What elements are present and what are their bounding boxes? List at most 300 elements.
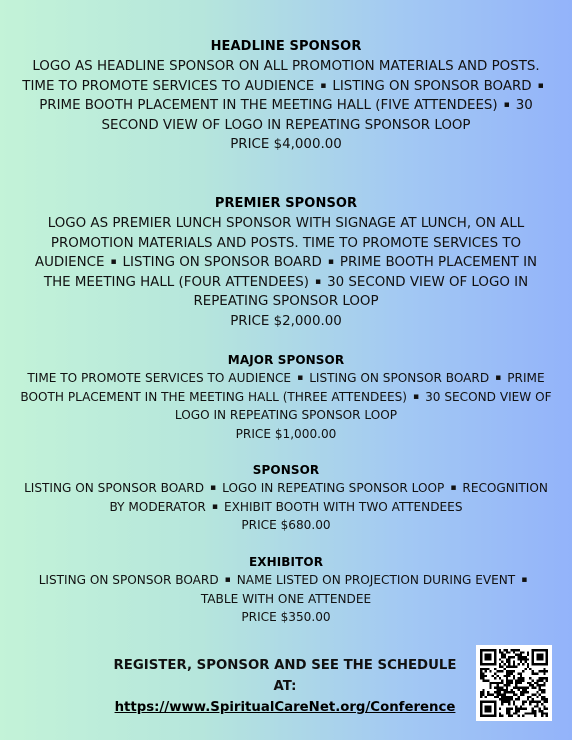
tier-headline-sponsor — [20, 37, 552, 155]
qr-module — [506, 672, 508, 674]
qr-module — [518, 672, 520, 674]
qr-module — [494, 691, 496, 693]
qr-module — [506, 684, 508, 686]
benefit: PRIME BOOTH PLACEMENT IN THE MEETING HALL (FIVE ATTENDEES) — [39, 98, 498, 114]
tier-major-sponsor — [20, 351, 552, 443]
qr-module — [515, 682, 517, 684]
qr-module — [501, 679, 503, 681]
qr-module — [529, 684, 531, 686]
qr-module — [541, 689, 543, 691]
qr-module — [496, 691, 498, 693]
qr-module — [525, 691, 527, 693]
qr-module — [480, 668, 482, 670]
qr-module — [508, 651, 510, 653]
qr-module — [527, 651, 529, 653]
qr-module — [510, 656, 512, 658]
qr-module — [522, 677, 524, 679]
qr-module — [508, 682, 510, 684]
qr-module — [489, 654, 491, 656]
tier-benefits — [20, 369, 552, 425]
qr-module — [518, 698, 520, 700]
qr-module — [485, 668, 487, 670]
qr-module — [508, 698, 510, 700]
benefit: LOGO AS PREMIER LUNCH SPONSOR WITH SIGNAGE AT LUNCH, ON ALL PROMOTION MATERIALS AND POSTS. TIME TO PROMOTE SERVICES TO AUDIENCE — [34, 216, 525, 271]
qr-module — [480, 654, 482, 656]
qr-module — [489, 708, 491, 710]
qr-module — [487, 705, 489, 707]
tier-benefits — [20, 571, 552, 608]
qr-module — [499, 687, 501, 689]
separator: ▪ — [450, 483, 457, 493]
tier-benefits — [20, 214, 552, 312]
qr-module — [494, 687, 496, 689]
qr-module — [532, 710, 534, 712]
qr-module — [485, 658, 487, 660]
qr-module — [503, 663, 505, 665]
qr-module — [489, 649, 491, 651]
qr-module — [499, 708, 501, 710]
qr-module — [513, 677, 515, 679]
qr-module — [487, 708, 489, 710]
qr-module — [522, 701, 524, 703]
qr-module — [518, 696, 520, 698]
qr-module — [485, 649, 487, 651]
qr-module — [515, 687, 517, 689]
qr-module — [520, 677, 522, 679]
qr-module — [496, 694, 498, 696]
benefit: 30 SECOND VIEW OF LOGO IN REPEATING SPONSOR LOOP — [193, 274, 529, 310]
qr-module — [536, 682, 538, 684]
qr-module — [510, 670, 512, 672]
qr-module — [541, 691, 543, 693]
qr-module — [508, 710, 510, 712]
qr-module — [543, 708, 545, 710]
qr-module — [506, 698, 508, 700]
qr-module — [536, 691, 538, 693]
qr-module — [494, 658, 496, 660]
qr-module — [513, 661, 515, 663]
qr-module — [529, 668, 531, 670]
qr-module — [508, 665, 510, 667]
qr-module — [485, 715, 487, 717]
tier-title: PREMIER SPONSOR — [214, 196, 358, 211]
qr-module — [541, 658, 543, 660]
qr-module — [496, 696, 498, 698]
qr-module — [510, 672, 512, 674]
qr-module — [543, 689, 545, 691]
qr-module — [518, 649, 520, 651]
qr-module — [489, 656, 491, 658]
qr-module — [485, 696, 487, 698]
tier-title: EXHIBITOR — [248, 555, 324, 569]
qr-module — [508, 663, 510, 665]
qr-module — [546, 698, 548, 700]
qr-module — [525, 661, 527, 663]
qr-module — [482, 672, 484, 674]
qr-module — [546, 670, 548, 672]
separator: ▪ — [224, 575, 231, 585]
qr-module — [541, 684, 543, 686]
qr-module — [480, 661, 482, 663]
qr-module — [539, 684, 541, 686]
qr-module — [539, 687, 541, 689]
qr-module — [487, 656, 489, 658]
qr-module — [520, 654, 522, 656]
qr-module — [541, 715, 543, 717]
qr-code-graphic — [480, 649, 548, 717]
qr-module — [532, 649, 534, 651]
qr-module — [546, 708, 548, 710]
qr-module — [534, 694, 536, 696]
tier-price: PRICE $2,000.00 — [230, 313, 342, 329]
qr-module — [527, 712, 529, 714]
qr-module — [494, 656, 496, 658]
qr-module — [492, 649, 494, 651]
qr-module — [487, 668, 489, 670]
qr-module — [539, 654, 541, 656]
qr-module — [499, 658, 501, 660]
qr-module — [510, 665, 512, 667]
qr-module — [525, 687, 527, 689]
qr-module — [508, 691, 510, 693]
qr-module — [522, 691, 524, 693]
qr-code-icon — [476, 645, 552, 721]
qr-module — [482, 691, 484, 693]
qr-module — [499, 665, 501, 667]
qr-module — [546, 654, 548, 656]
qr-module — [496, 687, 498, 689]
qr-module — [503, 656, 505, 658]
qr-module — [541, 679, 543, 681]
qr-module — [541, 710, 543, 712]
benefit: LOGO AS HEADLINE SPONSOR ON ALL PROMOTION MATERIALS AND POSTS. TIME TO PROMOTE SERVICES TO AUDIENCE — [22, 59, 540, 94]
qr-module — [503, 694, 505, 696]
qr-module — [522, 679, 524, 681]
qr-module — [513, 675, 515, 677]
benefit: TABLE WITH ONE ATTENDEE — [200, 591, 372, 606]
qr-module — [543, 677, 545, 679]
qr-module — [508, 696, 510, 698]
conference-link[interactable]: https://www.SpiritualCareNet.org/Conference — [114, 700, 456, 715]
qr-module — [510, 691, 512, 693]
qr-module — [510, 696, 512, 698]
qr-module — [510, 649, 512, 651]
qr-module — [546, 715, 548, 717]
tier-price: PRICE $4,000.00 — [230, 137, 342, 153]
qr-module — [496, 682, 498, 684]
qr-module — [532, 701, 534, 703]
qr-module — [506, 670, 508, 672]
qr-module — [501, 689, 503, 691]
qr-module — [527, 663, 529, 665]
qr-module — [534, 682, 536, 684]
qr-module — [513, 663, 515, 665]
qr-module — [503, 698, 505, 700]
qr-module — [534, 687, 536, 689]
qr-module — [541, 696, 543, 698]
qr-module — [525, 712, 527, 714]
qr-module — [546, 661, 548, 663]
qr-module — [485, 670, 487, 672]
qr-module — [489, 684, 491, 686]
qr-module — [506, 710, 508, 712]
qr-module — [536, 703, 538, 705]
qr-module — [492, 663, 494, 665]
qr-module — [508, 715, 510, 717]
qr-module — [506, 651, 508, 653]
qr-module — [489, 705, 491, 707]
separator: ▪ — [537, 80, 544, 91]
qr-module — [508, 658, 510, 660]
qr-module — [494, 651, 496, 653]
qr-module — [513, 665, 515, 667]
qr-module — [482, 701, 484, 703]
qr-module — [496, 689, 498, 691]
qr-module — [532, 684, 534, 686]
qr-module — [494, 661, 496, 663]
qr-module — [513, 649, 515, 651]
qr-module — [492, 701, 494, 703]
qr-module — [532, 698, 534, 700]
qr-module — [532, 672, 534, 674]
qr-module — [527, 687, 529, 689]
qr-module — [508, 656, 510, 658]
qr-module — [536, 679, 538, 681]
qr-module — [499, 698, 501, 700]
qr-module — [506, 679, 508, 681]
qr-module — [515, 684, 517, 686]
qr-module — [480, 696, 482, 698]
qr-module — [508, 684, 510, 686]
qr-module — [532, 656, 534, 658]
qr-module — [527, 665, 529, 667]
benefit: LISTING ON SPONSOR BOARD — [24, 481, 205, 495]
qr-module — [539, 689, 541, 691]
qr-module — [543, 682, 545, 684]
qr-module — [527, 691, 529, 693]
qr-module — [522, 651, 524, 653]
qr-module — [539, 701, 541, 703]
qr-module — [503, 691, 505, 693]
qr-module — [480, 691, 482, 693]
qr-module — [501, 670, 503, 672]
tier-price: PRICE $680.00 — [241, 518, 331, 532]
qr-module — [532, 670, 534, 672]
qr-module — [532, 654, 534, 656]
qr-module — [532, 663, 534, 665]
qr-module — [480, 656, 482, 658]
tier-price: PRICE $1,000.00 — [235, 426, 337, 441]
qr-module — [482, 649, 484, 651]
qr-module — [501, 715, 503, 717]
qr-module — [508, 708, 510, 710]
qr-module — [506, 677, 508, 679]
qr-module — [515, 710, 517, 712]
qr-module — [522, 658, 524, 660]
qr-module — [546, 677, 548, 679]
qr-module — [515, 665, 517, 667]
qr-module — [482, 694, 484, 696]
qr-module — [518, 715, 520, 717]
qr-module — [532, 661, 534, 663]
qr-module — [480, 677, 482, 679]
qr-module — [546, 651, 548, 653]
qr-module — [508, 675, 510, 677]
qr-module — [503, 668, 505, 670]
qr-module — [485, 708, 487, 710]
qr-module — [536, 705, 538, 707]
qr-module — [522, 703, 524, 705]
qr-module — [515, 679, 517, 681]
qr-module — [539, 708, 541, 710]
qr-module — [520, 705, 522, 707]
qr-module — [499, 651, 501, 653]
tier-sponsor — [20, 461, 552, 535]
qr-module — [503, 654, 505, 656]
qr-module — [536, 696, 538, 698]
qr-module — [513, 687, 515, 689]
qr-module — [543, 701, 545, 703]
qr-module — [485, 656, 487, 658]
qr-module — [529, 703, 531, 705]
qr-module — [489, 663, 491, 665]
qr-module — [482, 677, 484, 679]
qr-module — [518, 708, 520, 710]
qr-module — [527, 654, 529, 656]
qr-module — [541, 712, 543, 714]
qr-module — [513, 712, 515, 714]
qr-module — [506, 675, 508, 677]
qr-module — [513, 694, 515, 696]
qr-module — [518, 677, 520, 679]
qr-module — [501, 698, 503, 700]
benefit: 30 SECOND VIEW OF LOGO IN REPEATING SPONSOR LOOP — [101, 98, 533, 133]
qr-module — [499, 682, 501, 684]
qr-module — [506, 649, 508, 651]
qr-module — [501, 696, 503, 698]
qr-module — [482, 675, 484, 677]
qr-module — [510, 698, 512, 700]
qr-module — [520, 691, 522, 693]
qr-module — [541, 698, 543, 700]
qr-module — [534, 715, 536, 717]
qr-module — [499, 715, 501, 717]
qr-module — [541, 663, 543, 665]
qr-module — [522, 656, 524, 658]
qr-module — [508, 679, 510, 681]
qr-module — [532, 708, 534, 710]
qr-module — [527, 696, 529, 698]
qr-module — [536, 649, 538, 651]
qr-module — [515, 654, 517, 656]
qr-module — [510, 679, 512, 681]
qr-module — [518, 682, 520, 684]
qr-module — [539, 694, 541, 696]
qr-module — [513, 670, 515, 672]
qr-module — [480, 712, 482, 714]
qr-module — [485, 705, 487, 707]
qr-module — [480, 703, 482, 705]
tier-benefits — [20, 57, 552, 135]
benefit: NAME LISTED ON PROJECTION DURING EVENT — [236, 573, 516, 587]
qr-module — [501, 665, 503, 667]
qr-module — [518, 687, 520, 689]
qr-module — [501, 701, 503, 703]
qr-module — [487, 694, 489, 696]
qr-module — [494, 677, 496, 679]
qr-module — [499, 694, 501, 696]
qr-module — [492, 715, 494, 717]
qr-module — [539, 677, 541, 679]
qr-module — [506, 701, 508, 703]
qr-module — [485, 701, 487, 703]
qr-module — [489, 687, 491, 689]
qr-module — [494, 682, 496, 684]
qr-module — [506, 682, 508, 684]
qr-module — [499, 649, 501, 651]
separator: ▪ — [495, 373, 502, 383]
qr-module — [532, 712, 534, 714]
qr-module — [513, 701, 515, 703]
qr-module — [494, 703, 496, 705]
qr-module — [522, 694, 524, 696]
benefit: LISTING ON SPONSOR BOARD — [38, 573, 219, 587]
qr-module — [480, 705, 482, 707]
qr-module — [522, 670, 524, 672]
qr-module — [482, 679, 484, 681]
qr-module — [534, 649, 536, 651]
qr-module — [529, 696, 531, 698]
qr-module — [499, 670, 501, 672]
separator: ▪ — [315, 276, 322, 287]
qr-module — [494, 715, 496, 717]
qr-module — [543, 698, 545, 700]
qr-module — [485, 710, 487, 712]
qr-module — [532, 651, 534, 653]
qr-module — [520, 658, 522, 660]
qr-module — [529, 712, 531, 714]
benefit: LISTING ON SPONSOR BOARD — [332, 78, 532, 94]
qr-module — [503, 649, 505, 651]
tier-title: HEADLINE SPONSOR — [210, 39, 362, 54]
qr-module — [506, 712, 508, 714]
qr-module — [494, 654, 496, 656]
qr-module — [480, 663, 482, 665]
qr-module — [482, 689, 484, 691]
separator: ▪ — [211, 501, 218, 512]
qr-module — [501, 654, 503, 656]
qr-module — [543, 705, 545, 707]
qr-module — [499, 663, 501, 665]
qr-module — [513, 651, 515, 653]
qr-module — [518, 679, 520, 681]
qr-module — [489, 670, 491, 672]
qr-module — [536, 701, 538, 703]
qr-module — [541, 656, 543, 658]
qr-module — [518, 689, 520, 691]
qr-module — [520, 672, 522, 674]
qr-module — [539, 710, 541, 712]
qr-module — [480, 701, 482, 703]
qr-module — [501, 651, 503, 653]
qr-module — [480, 694, 482, 696]
qr-module — [489, 694, 491, 696]
qr-module — [494, 708, 496, 710]
qr-module — [515, 698, 517, 700]
qr-module — [536, 684, 538, 686]
qr-module — [527, 698, 529, 700]
qr-module — [518, 710, 520, 712]
